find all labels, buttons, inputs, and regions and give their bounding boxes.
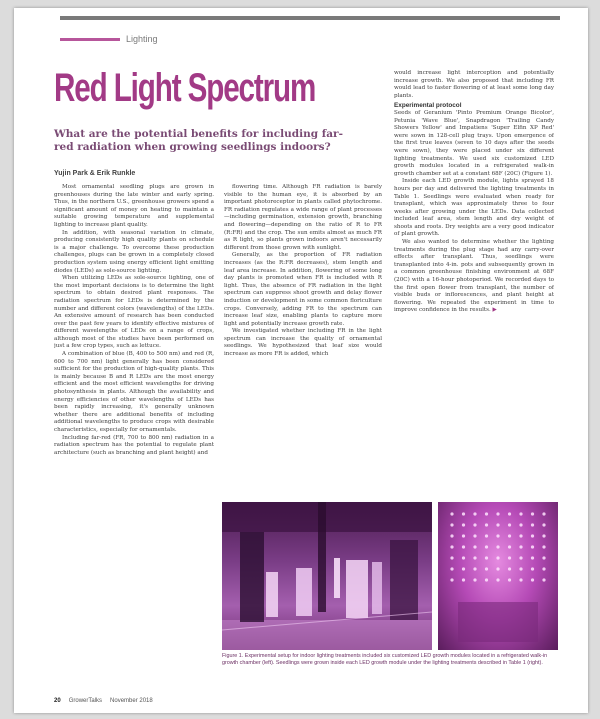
led-dot <box>485 578 488 581</box>
led-dot <box>496 512 499 515</box>
led-dot <box>462 534 465 537</box>
led-dot <box>519 545 522 548</box>
paragraph: would increase light interception and potentially increase growth. We also proposed that including FR would lead to faster flowering of at least some long day plants. <box>394 70 554 99</box>
led-dot <box>531 567 534 570</box>
led-dot <box>519 512 522 515</box>
led-dot <box>473 523 476 526</box>
led-dot <box>531 578 534 581</box>
led-dot <box>542 523 545 526</box>
growth-chamber-illustration <box>222 502 432 650</box>
led-dot <box>450 534 453 537</box>
led-dot <box>542 534 545 537</box>
led-dot <box>508 534 511 537</box>
led-dot <box>473 567 476 570</box>
led-dot <box>450 523 453 526</box>
magazine-page <box>14 8 588 713</box>
led-dot <box>450 512 453 515</box>
led-dot <box>462 567 465 570</box>
photo-growth-chamber <box>222 502 432 650</box>
led-dot <box>473 545 476 548</box>
led-dot <box>496 534 499 537</box>
article-authors: Yujin Park & Erik Runkle <box>54 170 136 177</box>
paragraph: Seeds of Geranium 'Pinto Premium Orange Bicolor', Petunia 'Wave Blue', Snapdragon 'Trailing Candy Showers Yellow' and Impatiens 'Super Elfin XP Red' were sown in 128-cell plug trays. Upon emergence of the first true leaves (seven to 10 days after the seeds were sown), they were placed under six different lighting treatments. We used six customized LED growth modules located in a refrigerated walk-in growth chamber set at a constant 68F (20C) (Figure 1). <box>394 109 554 177</box>
paragraph: We investigated whether including FR in the light spectrum can increase the quality of ornamental seedlings. We hypothesized that leaf size would increase as more FR is added, which <box>224 328 382 358</box>
led-dot <box>485 534 488 537</box>
page-footer <box>54 698 153 704</box>
led-dot <box>531 545 534 548</box>
led-dot <box>519 534 522 537</box>
body-column-2 <box>224 184 382 499</box>
led-dot <box>496 523 499 526</box>
paragraph: Including far-red (FR, 700 to 800 nm) radiation in a radiation spectrum has the potential to regulate plant architecture (such as branching and plant height) and <box>54 434 214 456</box>
body-column-3 <box>394 70 554 502</box>
led-dot <box>519 523 522 526</box>
led-dot <box>450 556 453 559</box>
led-dot <box>462 523 465 526</box>
led-dot <box>519 556 522 559</box>
led-dot <box>462 512 465 515</box>
led-dot <box>542 578 545 581</box>
led-dot <box>496 578 499 581</box>
led-dot <box>508 578 511 581</box>
led-dot <box>519 578 522 581</box>
led-dot <box>542 512 545 515</box>
led-dot <box>473 534 476 537</box>
paragraph: Inside each LED growth module, lights sprayed 18 hours per day and delivered the lighting treatments in Table 1. Seedlings were evaluated when ready for transplant, which was approximately three to four weeks after growing under the LEDs. Data collected included leaf area, stem length and dry weight of shoots and roots. Dry weights are a very good indicator of plant growth. <box>394 178 554 238</box>
led-dot <box>496 567 499 570</box>
led-dot <box>450 567 453 570</box>
led-dot <box>508 523 511 526</box>
led-dot <box>519 567 522 570</box>
led-dot <box>508 512 511 515</box>
led-dot <box>531 534 534 537</box>
led-dot <box>496 545 499 548</box>
section-accent-bar <box>60 38 120 41</box>
led-dot <box>450 545 453 548</box>
led-dot <box>473 512 476 515</box>
paragraph <box>394 239 554 315</box>
section-label: Lighting <box>126 34 158 44</box>
led-dot <box>531 556 534 559</box>
led-array-illustration <box>438 502 558 650</box>
led-dot <box>462 556 465 559</box>
led-dot <box>485 512 488 515</box>
paragraph-text: We also wanted to determine whether the lighting treatments during the plug stage had any carry-over effects after transplant. Thus, seedlings were transplanted into 4-in. pots and subsequently grown in a common greenhouse finishing environment at 68F (20C) with a 16-hour photoperiod. We recorded days to the first open flower from transplant, the number of visible buds or inflorescences, and plant height at flowering. We repeated the experiment in time to improve confidence in the results. <box>394 239 554 314</box>
subheading-experimental-protocol: Experimental protocol <box>394 102 462 110</box>
led-dot <box>450 578 453 581</box>
end-of-article-icon: ▶ <box>492 307 497 314</box>
paragraph: flowering time. Although FR radiation is barely visible to the human eye, it is absorbed by an important photoreceptor in plants called phytochrome. FR radiation regulates a wide range of plant processes—including germination, extension growth, branching and flowering—depending on the ratio of R to FR (R:FR) and the crop. The sun emits almost as much FR as R light, so plants grown indoors aren't necessarily different from those grown with sunlight. <box>224 184 382 251</box>
led-dot <box>542 567 545 570</box>
led-dot <box>462 578 465 581</box>
paragraph: In addition, with seasonal variation in climate, producing consistently high quality plants on schedule is a major challenge. To overcome these production challenges, plugs can be grown in a completely closed production system using energy efficient light emitting diodes (LEDs) as sole-source lighting. <box>54 229 214 274</box>
issue-date: November 2018 <box>110 698 153 704</box>
led-dot <box>508 556 511 559</box>
led-dot <box>496 556 499 559</box>
led-dot <box>542 545 545 548</box>
led-dot <box>531 512 534 515</box>
led-dot <box>485 523 488 526</box>
figure-caption: Figure 1. Experimental setup for indoor lighting treatments included six customized LED growth modules located in a refrigerated walk-in growth chamber (left). Seedlings were grown inside each LED growth module under the lighting treatments described in Table 1 (right). <box>222 653 548 666</box>
body-column-1 <box>54 184 214 692</box>
section-tag <box>60 34 158 44</box>
paragraph: A combination of blue (B, 400 to 500 nm) and red (R, 600 to 700 nm) light generally has been considered sufficient for the production of high-quality plants. This is mainly because B and R LEDs are the most energy efficient and the most efficient wavelengths for driving photosynthesis in plants. Although the availability and energy efficiencies of other wavelengths of LEDs has been rapidly increasing, it's generally unknown whether there are additional benefits of including additional wavelengths to produce crops with desirable characteristics, especially for ornamentals. <box>54 351 214 433</box>
top-rule <box>60 16 560 20</box>
page-number: 20 <box>54 698 61 704</box>
led-dot <box>508 567 511 570</box>
led-dot <box>473 556 476 559</box>
paragraph: When utilizing LEDs as sole-source lighting, one of the most important decisions is to determine the light spectrum to obtain desired plant responses. The radiation spectrum for LEDs is determined by the number and different colors (wavelengths) of the LEDs. An extensive amount of research has been conducted over the past few years to identify effective mixtures of different wavelengths of LEDs on a range of crops, although most of the studies have been performed on just a few crop types, such as lettuce. <box>54 275 214 350</box>
article-subtitle: What are the potential benefits for including far-red radiation when growing seedlings indoors? <box>54 128 343 153</box>
article-title: Red Light Spectrum <box>54 66 316 110</box>
led-dot <box>485 556 488 559</box>
led-dot <box>485 567 488 570</box>
paragraph: Most ornamental seedling plugs are grown in greenhouses during the late winter and early spring. Thus, in the northern U.S., greenhouse growers spend a significant amount of money on heating to maintain a suitable growing temperature and supplemental lighting to increase plant quality. <box>54 184 214 228</box>
paragraph: Generally, as the proportion of FR radiation increases (as the R:FR decreases), stem length and leaf area increase. In addition, flowering of some long day plants is promoted when FR is included with R light. Thus, the absence of FR radiation in the light spectrum can suppress shoot growth and delay flower induction or development in some common floriculture crops. Conversely, adding FR to the spectrum can increase leaf size, enabling plants to capture more light and potentially increase growth rate. <box>224 252 382 327</box>
led-dot <box>542 556 545 559</box>
led-dot <box>508 545 511 548</box>
led-dot <box>531 523 534 526</box>
photo-led-module <box>438 502 558 650</box>
publication-name: GrowerTalks <box>68 698 103 704</box>
led-dot <box>462 545 465 548</box>
led-dot <box>485 545 488 548</box>
led-dot <box>473 578 476 581</box>
